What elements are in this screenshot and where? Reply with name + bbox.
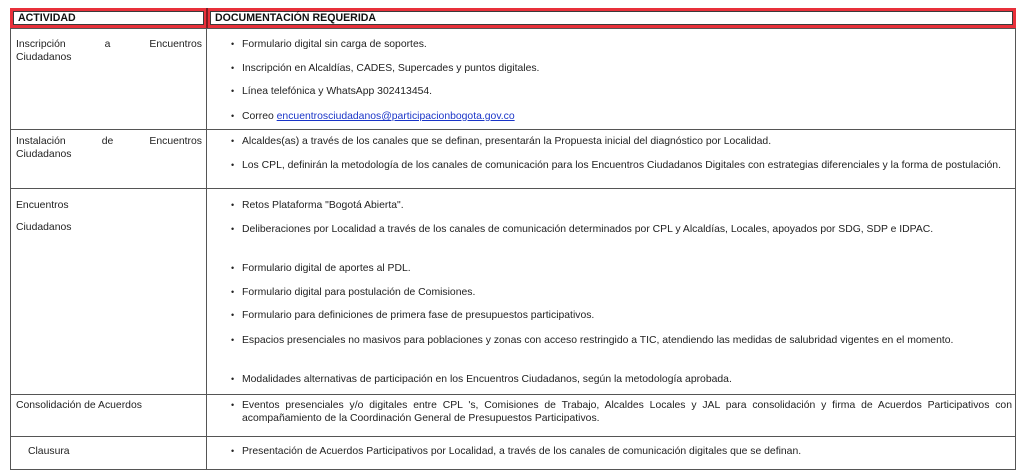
- row-separator: [10, 394, 1016, 395]
- list-item: Eventos presenciales y/o digitales entre CPL 's, Comisiones de Trabajo, Alcaldes Locales y JAL para consolidación y firma de Acuerdos Participativos con acompañamiento de la Coordinación General de Presupuestos Participativos.: [242, 400, 1012, 424]
- bullet-icon: •: [231, 374, 235, 384]
- list-item: Formulario digital sin carga de soportes.: [242, 39, 427, 50]
- bullet-icon: •: [231, 310, 235, 320]
- column-divider: [206, 28, 207, 470]
- list-item: Formulario para definiciones de primera fase de presupuestos participativos.: [242, 310, 595, 321]
- email-link[interactable]: encuentrosciudadanos@participacionbogota.gov.co: [276, 111, 515, 122]
- table-border-left: [10, 28, 11, 470]
- email-label: Correo: [242, 111, 274, 122]
- activity-label-continued: Ciudadanos: [16, 222, 72, 233]
- header-divider: [206, 8, 208, 28]
- list-item: Los CPL, definirán la metodología de los canales de comunicación para los Encuentros Ciudadanos Digitales con estrategias diferenciales y la forma de postulación.: [242, 160, 1001, 171]
- activity-label-continued: Ciudadanos: [16, 52, 72, 63]
- list-item: Modalidades alternativas de participación en los Encuentros Ciudadanos, según la metodología aprobada.: [242, 374, 732, 385]
- activities-table: [10, 8, 1016, 470]
- bullet-icon: •: [231, 160, 235, 170]
- bullet-icon: •: [231, 63, 235, 73]
- bullet-icon: •: [231, 446, 235, 456]
- list-item: Espacios presenciales no masivos para poblaciones y zonas con acceso restringido a TIC, atendiendo las medidas de salubridad vigentes en el momento.: [242, 335, 954, 346]
- list-item: Formulario digital de aportes al PDL.: [242, 263, 411, 274]
- activity-label: Instalación de Encuentros: [16, 136, 202, 147]
- bullet-icon: •: [231, 263, 235, 273]
- list-item: Inscripción en Alcaldías, CADES, Supercades y puntos digitales.: [242, 63, 540, 74]
- bullet-icon: •: [231, 400, 235, 410]
- bullet-icon: •: [231, 287, 235, 297]
- activity-label: Consolidación de Acuerdos: [16, 400, 142, 411]
- header-documentation: DOCUMENTACIÓN REQUERIDA: [210, 11, 1013, 25]
- bullet-icon: •: [231, 224, 235, 234]
- row-separator: [10, 129, 1016, 130]
- row-separator: [10, 188, 1016, 189]
- list-item: Retos Plataforma "Bogotá Abierta".: [242, 200, 404, 211]
- list-item: Línea telefónica y WhatsApp 302413454.: [242, 86, 433, 97]
- activity-label: Clausura: [28, 446, 70, 457]
- list-item: Presentación de Acuerdos Participativos por Localidad, a través de los canales de comunicación digitales que se definan.: [242, 446, 802, 457]
- activity-label: Encuentros: [16, 200, 69, 211]
- bullet-icon: •: [231, 111, 235, 121]
- list-item: Deliberaciones por Localidad a través de los canales de comunicación determinados por CPL y Alcaldías, Locales, apoyados por SDG, SDP e IDPAC.: [242, 224, 934, 235]
- bullet-icon: •: [231, 39, 235, 49]
- list-item: Alcaldes(as) a través de los canales que se definan, presentarán la Propuesta inicial del diagnóstico por Localidad.: [242, 136, 772, 147]
- table-border-right: [1015, 28, 1016, 470]
- row-separator: [10, 28, 1016, 29]
- activity-label: Inscripción a Encuentros: [16, 39, 202, 50]
- bullet-icon: •: [231, 200, 235, 210]
- list-item: Formulario digital para postulación de Comisiones.: [242, 287, 476, 298]
- activity-label-continued: Ciudadanos: [16, 149, 72, 160]
- bullet-icon: •: [231, 136, 235, 146]
- bullet-icon: •: [231, 86, 235, 96]
- list-item: [242, 110, 1012, 123]
- row-separator: [10, 436, 1016, 437]
- row-separator: [10, 469, 1016, 470]
- header-activity: ACTIVIDAD: [13, 11, 204, 25]
- table-header: [10, 8, 1016, 28]
- bullet-icon: •: [231, 335, 235, 345]
